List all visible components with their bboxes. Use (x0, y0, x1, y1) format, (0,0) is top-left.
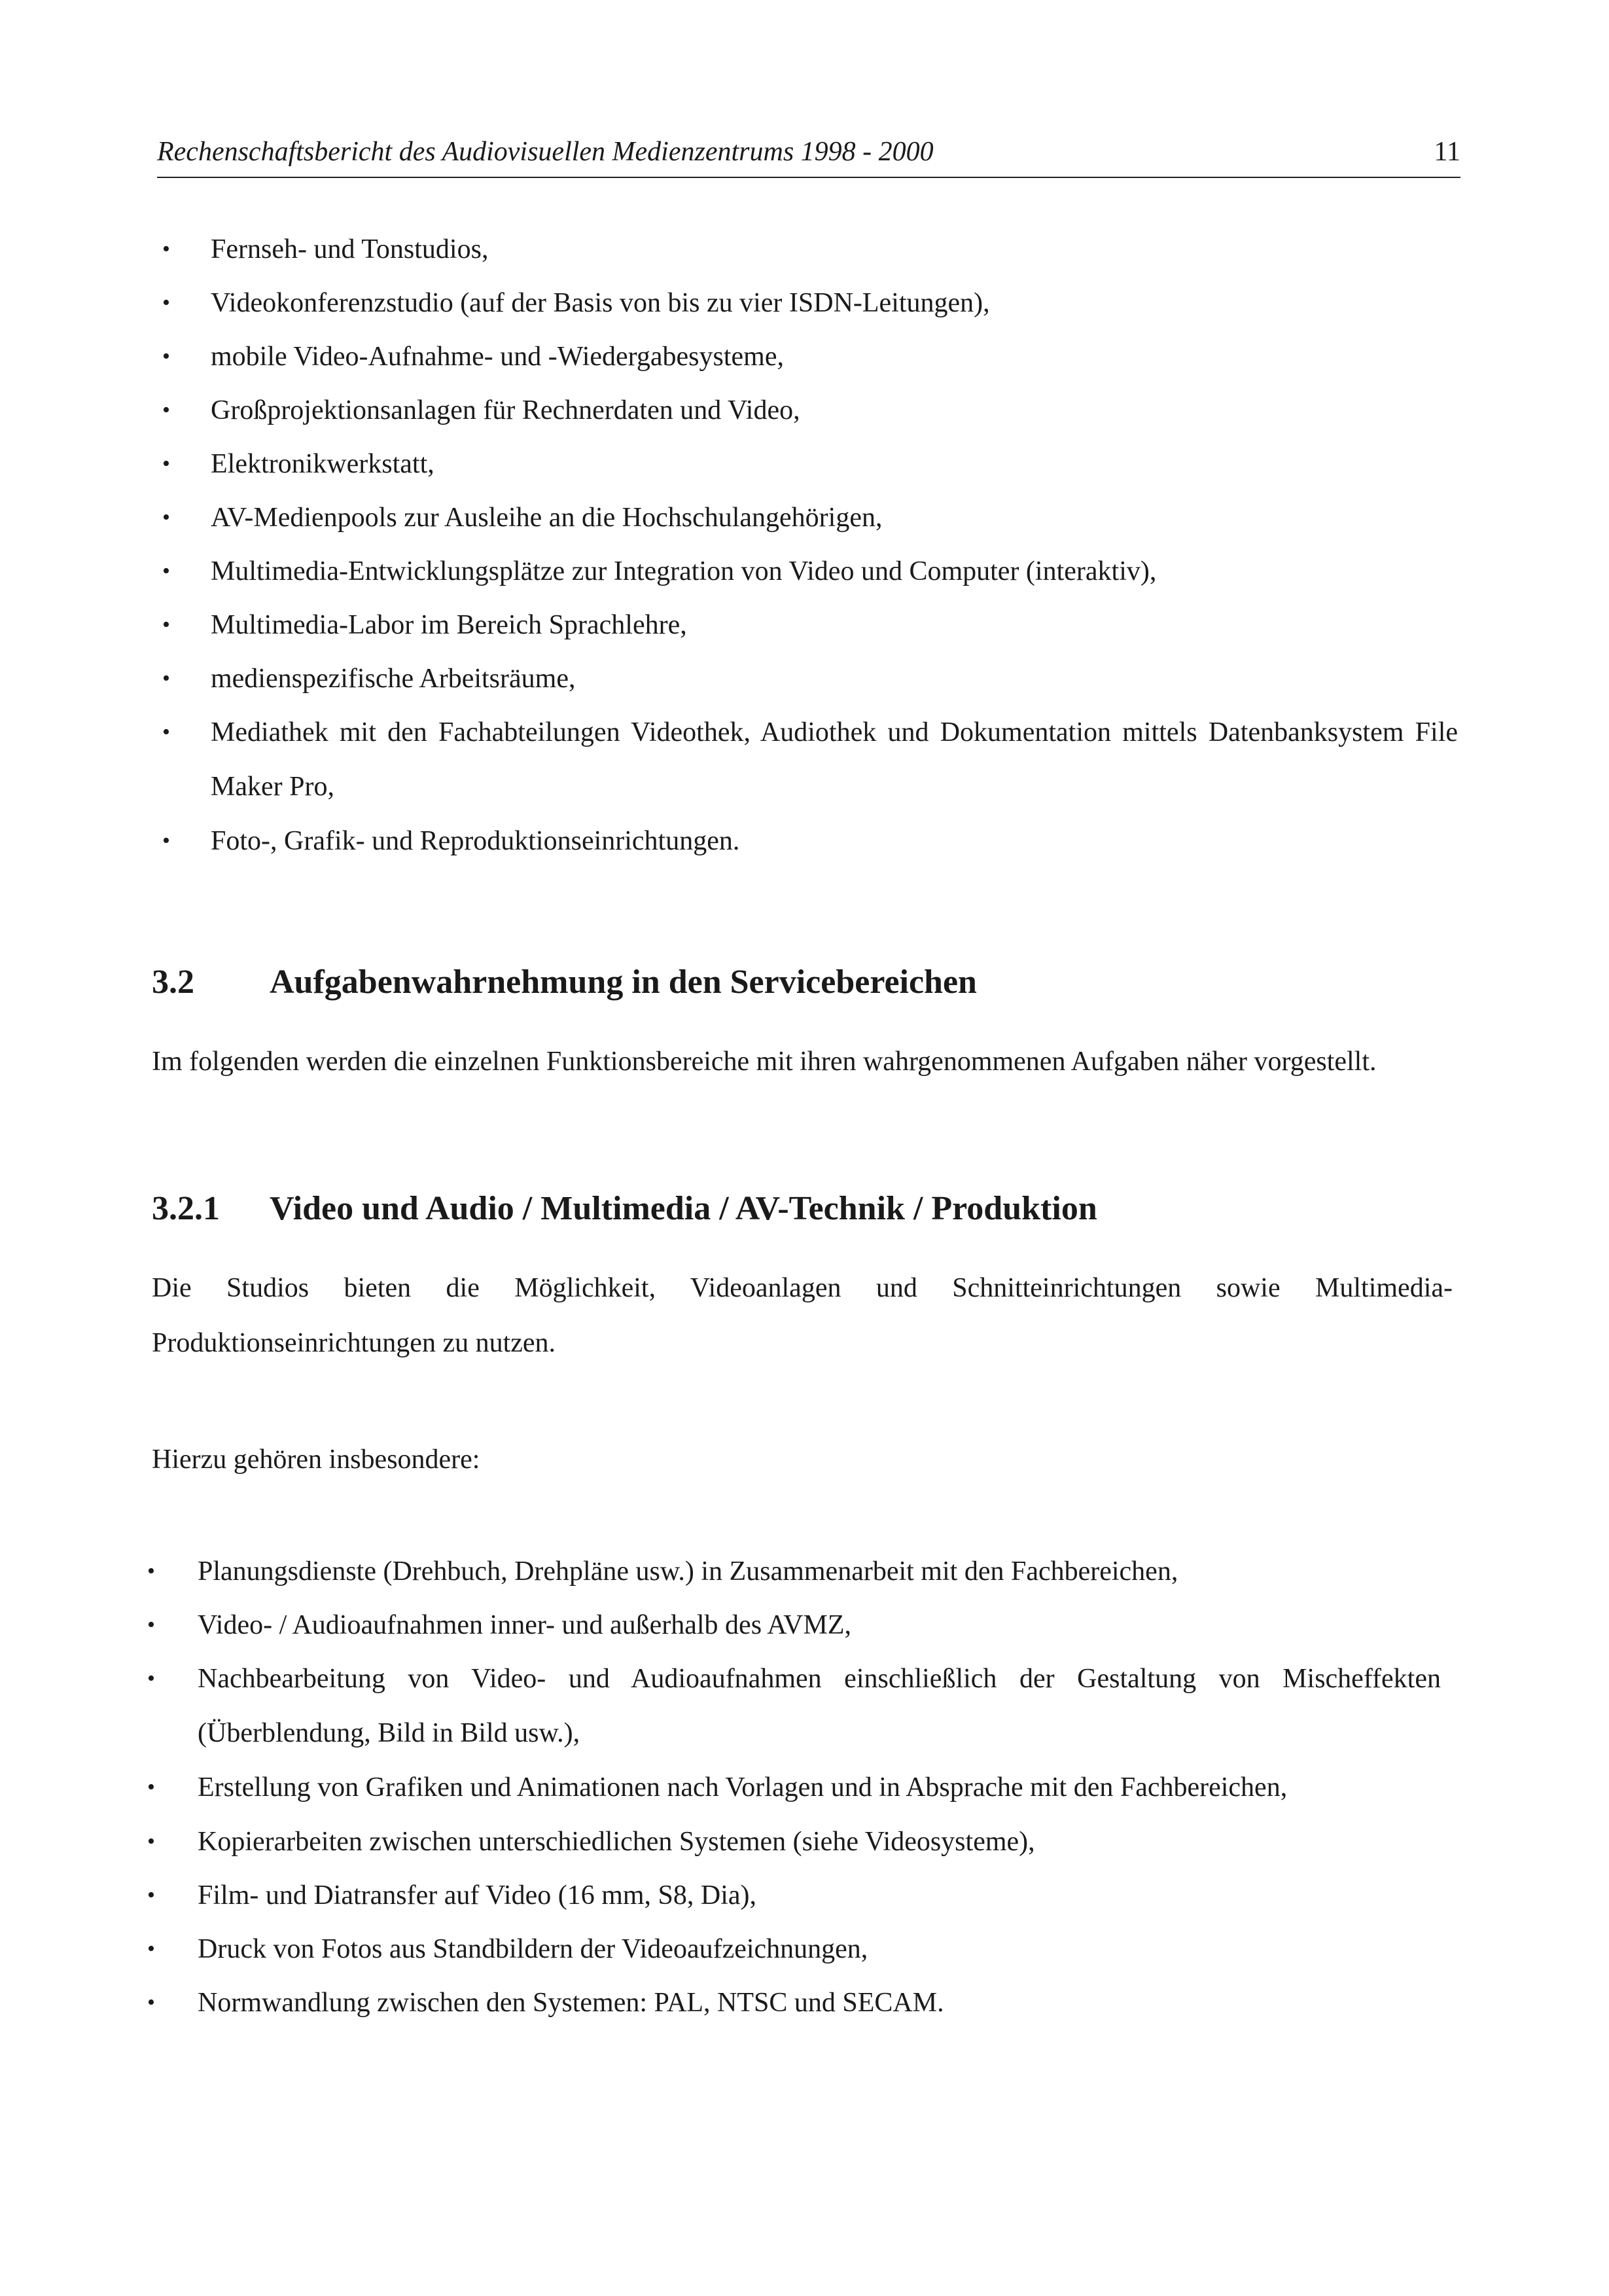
list-item-text: Nachbearbeitung von Video- und Audioaufnahmen einschließlich der Gestaltung von Mischeffekten (Überblendung, Bild in Bild usw.), (198, 1664, 1441, 1748)
services-list (0, 1545, 1441, 2030)
section-title: Video und Audio / Multimedia / AV-Technik / Produktion (270, 1190, 1097, 1227)
bullet-icon: • (147, 1559, 155, 1583)
bullet-icon: • (162, 829, 170, 853)
bullet-icon: • (147, 1666, 155, 1691)
list-item-text: mobile Video-Aufnahme- und -Wiedergabesysteme, (211, 342, 784, 372)
header-title: Rechenschaftsbericht des Audiovisuellen Medienzentrums 1998 - 2000 (157, 137, 934, 167)
section-3-2-paragraph: Im folgenden werden die einzelnen Funktionsbereiche mit ihren wahrgenommenen Aufgaben näher vorgestellt. (152, 1047, 1377, 1077)
list-item-text: Erstellung von Grafiken und Animationen nach Vorlagen und in Absprache mit den Fachbereichen, (198, 1772, 1288, 1803)
list-item-text: Elektronikwerkstatt, (211, 449, 434, 479)
bullet-icon: • (162, 398, 170, 422)
list-item-text: Mediathek mit den Fachabteilungen Videothek, Audiothek und Dokumentation mittels Datenbanksystem File Maker Pro, (211, 717, 1458, 802)
list-item (0, 330, 1458, 384)
list-item-text: Foto-, Grafik- und Reproduktionseinrichtungen. (211, 826, 740, 856)
list-item (0, 598, 1458, 652)
list-item-text: Kopierarbeiten zwischen unterschiedlichen Systemen (siehe Videosysteme), (198, 1827, 1035, 1857)
bullet-icon: • (147, 1990, 155, 2015)
list-item-text: Planungsdienste (Drehbuch, Drehpläne usw.) in Zusammenarbeit mit den Fachbereichen, (198, 1556, 1178, 1587)
bullet-icon: • (147, 1775, 155, 1799)
bullet-icon: • (162, 344, 170, 368)
bullet-icon: • (162, 720, 170, 744)
list-item (0, 384, 1458, 437)
list-item-text: Video- / Audioaufnahmen inner- und außerhalb des AVMZ, (198, 1610, 851, 1640)
section-heading-3-2 (152, 960, 977, 1005)
list-item (0, 276, 1458, 330)
list-item (0, 223, 1458, 276)
running-header (157, 131, 1460, 178)
list-item (0, 545, 1458, 598)
section-heading-3-2-1 (152, 1186, 1097, 1232)
bullet-icon: • (162, 452, 170, 476)
list-item-text: Multimedia-Labor im Bereich Sprachlehre, (211, 610, 687, 640)
bullet-icon: • (162, 666, 170, 691)
list-item (0, 814, 1458, 868)
bullet-icon: • (162, 505, 170, 529)
list-item (0, 491, 1458, 545)
section-3-2-1-intro: Hierzu gehören insbesondere: (152, 1444, 480, 1475)
list-item (0, 1598, 1441, 1652)
list-item (0, 1761, 1441, 1815)
section-number: 3.2.1 (152, 1190, 220, 1227)
list-item (0, 706, 1458, 814)
list-item-text: AV-Medienpools zur Ausleihe an die Hochschulangehörigen, (211, 503, 883, 533)
bullet-icon: • (162, 291, 170, 315)
list-item (0, 1545, 1441, 1598)
list-item-text: Videokonferenzstudio (auf der Basis von bis zu vier ISDN-Leitungen), (211, 288, 990, 318)
list-item-text: Film- und Diatransfer auf Video (16 mm, S8, Dia), (198, 1880, 757, 1910)
list-item (0, 1869, 1441, 1922)
list-item (0, 437, 1458, 491)
list-item-text: medienspezifische Arbeitsräume, (211, 664, 576, 694)
list-item-text: Normwandlung zwischen den Systemen: PAL, NTSC und SECAM. (198, 1988, 944, 2018)
list-item (0, 652, 1458, 706)
bullet-icon: • (162, 559, 170, 583)
list-item-text: Fernseh- und Tonstudios, (211, 234, 489, 264)
list-item-text: Großprojektionsanlagen für Rechnerdaten und Video, (211, 395, 800, 425)
section-number: 3.2 (152, 963, 194, 1001)
bullet-icon: • (162, 237, 170, 261)
page-number: 11 (1434, 137, 1460, 167)
header-rule (157, 177, 1460, 178)
list-item-text: Druck von Fotos aus Standbildern der Videoaufzeichnungen, (198, 1934, 868, 1964)
list-item (0, 1976, 1441, 2030)
list-item (0, 1815, 1441, 1869)
bullet-icon: • (147, 1613, 155, 1637)
bullet-icon: • (147, 1829, 155, 1854)
section-3-2-1-paragraph: Die Studios bieten die Möglichkeit, Videoanlagen und Schnitteinrichtungen sowie Multimedia-Produktionseinrichtungen zu nutzen. (152, 1273, 1453, 1358)
bullet-icon: • (147, 1937, 155, 1961)
facilities-list (0, 223, 1458, 868)
list-item (0, 1922, 1441, 1976)
section-title: Aufgabenwahrnehmung in den Servicebereichen (270, 963, 977, 1001)
list-item (0, 1652, 1441, 1761)
bullet-icon: • (162, 613, 170, 637)
list-item-text: Multimedia-Entwicklungsplätze zur Integration von Video und Computer (interaktiv), (211, 556, 1157, 586)
bullet-icon: • (147, 1883, 155, 1907)
